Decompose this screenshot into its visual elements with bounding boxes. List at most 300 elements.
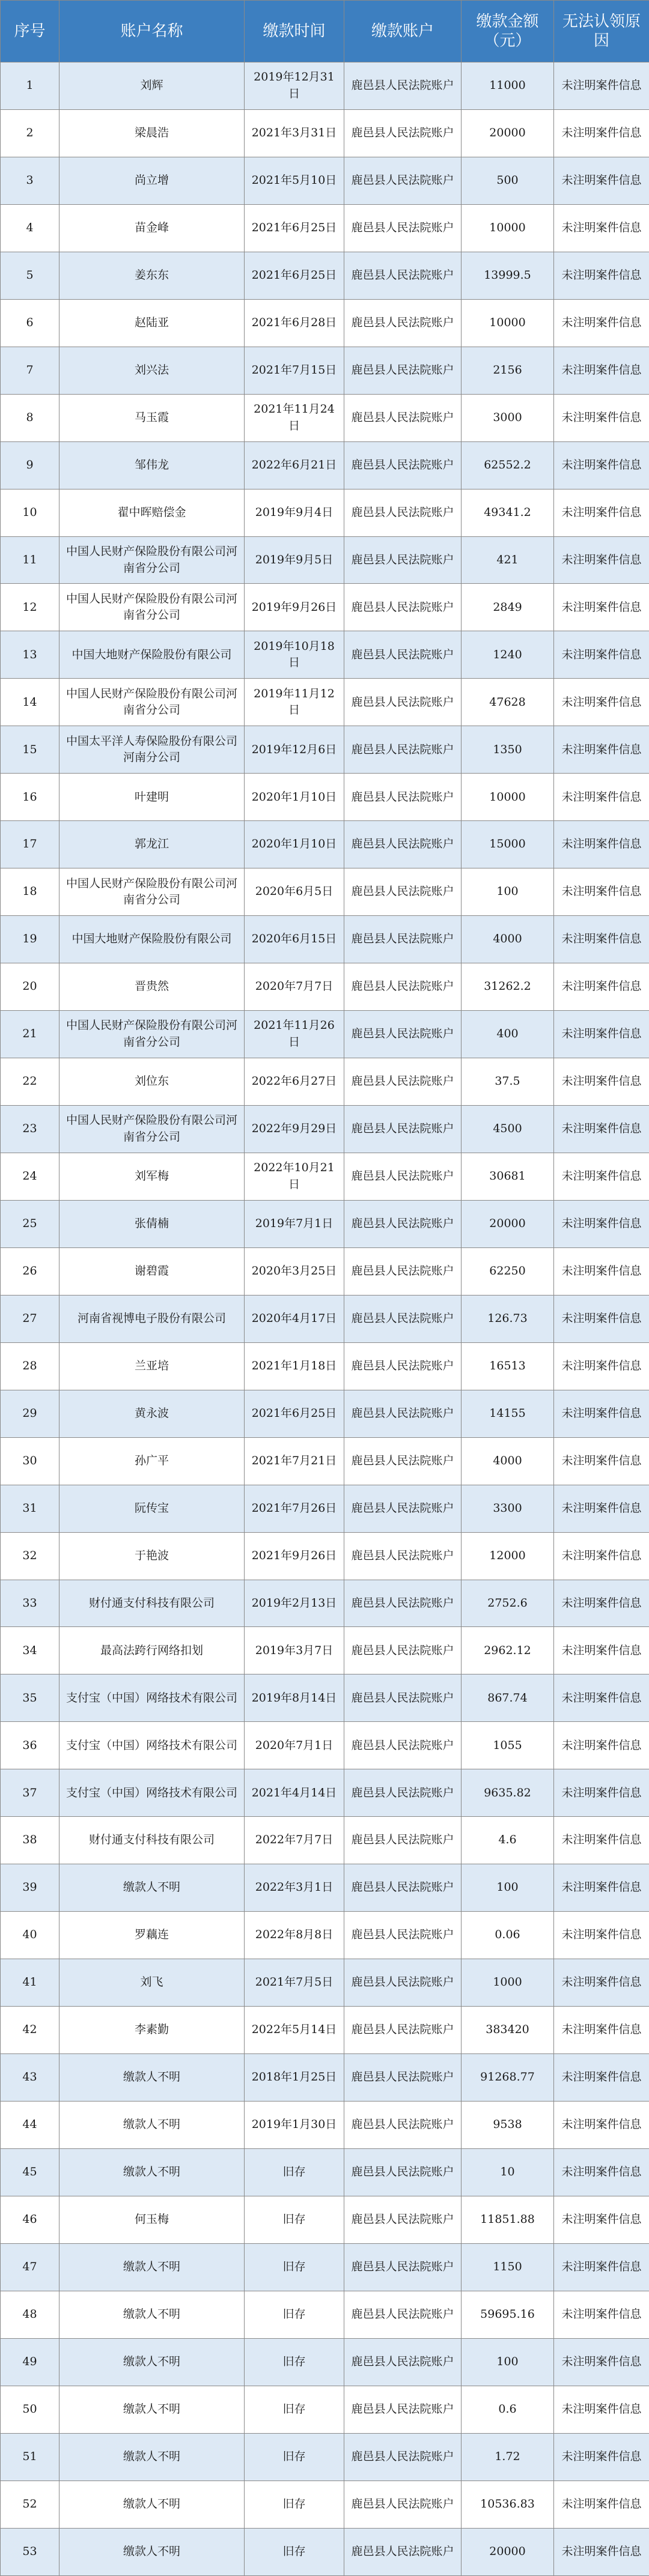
- cell-account-name: 缴款人不明: [59, 2433, 245, 2481]
- cell-payment-account: 鹿邑县人民法院账户: [344, 299, 462, 347]
- cell-account-name: 缴款人不明: [59, 1864, 245, 1912]
- cell-amount: 30681: [462, 1153, 554, 1200]
- cell-reason: 未注明案件信息: [554, 347, 649, 394]
- table-row: [1, 2243, 649, 2291]
- cell-account-name: 支付宝（中国）网络技术有限公司: [59, 1769, 245, 1817]
- cell-account-name: 中国人民财产保险股份有限公司河南省分公司: [59, 1011, 245, 1058]
- cell-index: 51: [1, 2433, 59, 2481]
- cell-account-name: 支付宝（中国）网络技术有限公司: [59, 1674, 245, 1722]
- cell-payment-account: 鹿邑县人民法院账户: [344, 774, 462, 821]
- cell-account-name: 尚立增: [59, 157, 245, 204]
- cell-reason: 未注明案件信息: [554, 1769, 649, 1817]
- cell-index: 10: [1, 489, 59, 536]
- cell-payment-time: 2021年7月5日: [245, 1959, 344, 2007]
- cell-payment-account: 鹿邑县人民法院账户: [344, 2528, 462, 2575]
- cell-index: 26: [1, 1247, 59, 1295]
- cell-amount: 31262.2: [462, 963, 554, 1011]
- cell-amount: 1.72: [462, 2433, 554, 2481]
- cell-amount: 3000: [462, 394, 554, 441]
- cell-payment-account: 鹿邑县人民法院账户: [344, 204, 462, 252]
- cell-account-name: 郭龙江: [59, 821, 245, 868]
- table-row: [1, 299, 649, 347]
- table-row: [1, 2007, 649, 2054]
- cell-payment-time: 2021年7月15日: [245, 347, 344, 394]
- table-row: [1, 536, 649, 584]
- cell-reason: 未注明案件信息: [554, 1437, 649, 1485]
- cell-index: 48: [1, 2291, 59, 2338]
- cell-payment-account: 鹿邑县人民法院账户: [344, 1247, 462, 1295]
- table-row: [1, 2291, 649, 2338]
- cell-payment-time: 2020年4月17日: [245, 1295, 344, 1342]
- cell-amount: 126.73: [462, 1295, 554, 1342]
- cell-account-name: 缴款人不明: [59, 2054, 245, 2102]
- cell-index: 5: [1, 252, 59, 299]
- cell-payment-time: 2019年7月1日: [245, 1200, 344, 1247]
- table-row: [1, 1247, 649, 1295]
- cell-reason: 未注明案件信息: [554, 394, 649, 441]
- header-index: 序号: [1, 1, 59, 62]
- cell-payment-account: 鹿邑县人民法院账户: [344, 536, 462, 584]
- cell-reason: 未注明案件信息: [554, 1295, 649, 1342]
- cell-reason: 未注明案件信息: [554, 1105, 649, 1153]
- cell-payment-time: 2022年10月21日: [245, 1153, 344, 1200]
- cell-payment-time: 2020年1月10日: [245, 774, 344, 821]
- cell-payment-account: 鹿邑县人民法院账户: [344, 1580, 462, 1627]
- cell-payment-time: 2021年11月24日: [245, 394, 344, 441]
- cell-reason: 未注明案件信息: [554, 252, 649, 299]
- cell-amount: 14155: [462, 1390, 554, 1437]
- cell-payment-time: 旧存: [245, 2243, 344, 2291]
- cell-index: 3: [1, 157, 59, 204]
- cell-account-name: 河南省视博电子股份有限公司: [59, 1295, 245, 1342]
- cell-amount: 15000: [462, 821, 554, 868]
- cell-payment-time: 2019年11月12日: [245, 679, 344, 726]
- table-row: [1, 2481, 649, 2528]
- table-row: [1, 394, 649, 441]
- table-row: [1, 1437, 649, 1485]
- cell-account-name: 缴款人不明: [59, 2291, 245, 2338]
- cell-payment-account: 鹿邑县人民法院账户: [344, 1532, 462, 1580]
- cell-payment-account: 鹿邑县人民法院账户: [344, 1437, 462, 1485]
- cell-account-name: 缴款人不明: [59, 2386, 245, 2433]
- cell-amount: 3300: [462, 1485, 554, 1532]
- cell-payment-time: 旧存: [245, 2148, 344, 2196]
- cell-payment-time: 旧存: [245, 2196, 344, 2243]
- cell-payment-account: 鹿邑县人民法院账户: [344, 1864, 462, 1912]
- cell-payment-time: 2019年8月14日: [245, 1674, 344, 1722]
- table-row: [1, 109, 649, 157]
- cell-index: 43: [1, 2054, 59, 2102]
- cell-reason: 未注明案件信息: [554, 204, 649, 252]
- cell-reason: 未注明案件信息: [554, 1627, 649, 1674]
- cell-index: 44: [1, 2101, 59, 2148]
- cell-payment-account: 鹿邑县人民法院账户: [344, 2291, 462, 2338]
- table-row: [1, 774, 649, 821]
- header-payment-time: 缴款时间: [245, 1, 344, 62]
- cell-index: 33: [1, 1580, 59, 1627]
- table-row: [1, 1342, 649, 1390]
- cell-reason: 未注明案件信息: [554, 2528, 649, 2575]
- cell-amount: 10000: [462, 299, 554, 347]
- cell-index: 37: [1, 1769, 59, 1817]
- cell-account-name: 何玉梅: [59, 2196, 245, 2243]
- cell-amount: 1055: [462, 1722, 554, 1769]
- table-row: [1, 821, 649, 868]
- cell-account-name: 赵陆亚: [59, 299, 245, 347]
- cell-account-name: 张倩楠: [59, 1200, 245, 1247]
- table-row: [1, 489, 649, 536]
- table-row: [1, 2338, 649, 2386]
- cell-payment-account: 鹿邑县人民法院账户: [344, 1153, 462, 1200]
- cell-payment-account: 鹿邑县人民法院账户: [344, 2386, 462, 2433]
- cell-payment-account: 鹿邑县人民法院账户: [344, 1058, 462, 1106]
- cell-amount: 13999.5: [462, 252, 554, 299]
- table-row: [1, 1864, 649, 1912]
- table-row: [1, 679, 649, 726]
- cell-account-name: 晋贵然: [59, 963, 245, 1011]
- table-body: [1, 62, 649, 2576]
- cell-reason: 未注明案件信息: [554, 868, 649, 916]
- cell-payment-time: 2020年6月5日: [245, 868, 344, 916]
- cell-payment-time: 2019年3月7日: [245, 1627, 344, 1674]
- table-row: [1, 157, 649, 204]
- cell-payment-time: 2021年5月10日: [245, 157, 344, 204]
- cell-account-name: 刘飞: [59, 1959, 245, 2007]
- table-row: [1, 1200, 649, 1247]
- table-row: [1, 347, 649, 394]
- cell-payment-time: 旧存: [245, 2386, 344, 2433]
- cell-amount: 2849: [462, 584, 554, 631]
- cell-account-name: 苗金峰: [59, 204, 245, 252]
- cell-payment-time: 2022年7月7日: [245, 1817, 344, 1864]
- cell-account-name: 刘军梅: [59, 1153, 245, 1200]
- cell-payment-account: 鹿邑县人民法院账户: [344, 916, 462, 963]
- cell-amount: 100: [462, 2338, 554, 2386]
- cell-payment-account: 鹿邑县人民法院账户: [344, 1485, 462, 1532]
- cell-payment-account: 鹿邑县人民法院账户: [344, 726, 462, 774]
- cell-account-name: 缴款人不明: [59, 2101, 245, 2148]
- table-row: [1, 584, 649, 631]
- cell-payment-account: 鹿邑县人民法院账户: [344, 2054, 462, 2102]
- table-row: [1, 2148, 649, 2196]
- cell-amount: 400: [462, 1011, 554, 1058]
- cell-payment-account: 鹿邑县人民法院账户: [344, 631, 462, 679]
- cell-index: 42: [1, 2007, 59, 2054]
- cell-payment-time: 2022年5月14日: [245, 2007, 344, 2054]
- cell-index: 50: [1, 2386, 59, 2433]
- table-row: [1, 1485, 649, 1532]
- cell-reason: 未注明案件信息: [554, 821, 649, 868]
- cell-index: 32: [1, 1532, 59, 1580]
- cell-amount: 11851.88: [462, 2196, 554, 2243]
- cell-index: 40: [1, 1912, 59, 1959]
- cell-index: 52: [1, 2481, 59, 2528]
- table-row: [1, 1153, 649, 1200]
- cell-account-name: 财付通支付科技有限公司: [59, 1817, 245, 1864]
- table-row: [1, 441, 649, 489]
- cell-payment-time: 2021年1月18日: [245, 1342, 344, 1390]
- cell-payment-time: 2021年7月21日: [245, 1437, 344, 1485]
- cell-amount: 0.06: [462, 1912, 554, 1959]
- cell-reason: 未注明案件信息: [554, 2148, 649, 2196]
- table-row: [1, 2054, 649, 2102]
- cell-payment-account: 鹿邑县人民法院账户: [344, 1295, 462, 1342]
- cell-amount: 1240: [462, 631, 554, 679]
- table-row: [1, 1674, 649, 1722]
- cell-reason: 未注明案件信息: [554, 2481, 649, 2528]
- cell-index: 21: [1, 1011, 59, 1058]
- cell-payment-account: 鹿邑县人民法院账户: [344, 2481, 462, 2528]
- cell-index: 29: [1, 1390, 59, 1437]
- cell-account-name: 谢碧霞: [59, 1247, 245, 1295]
- cell-account-name: 刘兴法: [59, 347, 245, 394]
- table-row: [1, 2101, 649, 2148]
- cell-amount: 10: [462, 2148, 554, 2196]
- cell-payment-account: 鹿邑县人民法院账户: [344, 2101, 462, 2148]
- cell-index: 1: [1, 62, 59, 110]
- cell-index: 20: [1, 963, 59, 1011]
- cell-reason: 未注明案件信息: [554, 62, 649, 110]
- cell-payment-account: 鹿邑县人民法院账户: [344, 2433, 462, 2481]
- cell-index: 16: [1, 774, 59, 821]
- cell-payment-time: 2022年6月27日: [245, 1058, 344, 1106]
- cell-payment-account: 鹿邑县人民法院账户: [344, 252, 462, 299]
- cell-amount: 49341.2: [462, 489, 554, 536]
- cell-reason: 未注明案件信息: [554, 2433, 649, 2481]
- cell-account-name: 刘位东: [59, 1058, 245, 1106]
- table-row: [1, 1532, 649, 1580]
- cell-reason: 未注明案件信息: [554, 1342, 649, 1390]
- cell-payment-time: 2019年12月31日: [245, 62, 344, 110]
- table-header: [1, 1, 649, 62]
- cell-index: 23: [1, 1105, 59, 1153]
- cell-payment-account: 鹿邑县人民法院账户: [344, 1769, 462, 1817]
- cell-amount: 37.5: [462, 1058, 554, 1106]
- cell-payment-time: 2018年1月25日: [245, 2054, 344, 2102]
- cell-account-name: 中国人民财产保险股份有限公司河南省分公司: [59, 1105, 245, 1153]
- cell-payment-account: 鹿邑县人民法院账户: [344, 1912, 462, 1959]
- cell-payment-time: 旧存: [245, 2433, 344, 2481]
- cell-payment-time: 2021年6月25日: [245, 1390, 344, 1437]
- cell-index: 8: [1, 394, 59, 441]
- cell-index: 7: [1, 347, 59, 394]
- header-reason: 无法认领原因: [554, 1, 649, 62]
- cell-index: 17: [1, 821, 59, 868]
- cell-account-name: 孙广平: [59, 1437, 245, 1485]
- cell-reason: 未注明案件信息: [554, 1674, 649, 1722]
- cell-payment-time: 2022年8月8日: [245, 1912, 344, 1959]
- table-row: [1, 631, 649, 679]
- cell-payment-account: 鹿邑县人民法院账户: [344, 1342, 462, 1390]
- cell-account-name: 中国人民财产保险股份有限公司河南省分公司: [59, 536, 245, 584]
- table-row: [1, 1722, 649, 1769]
- cell-index: 36: [1, 1722, 59, 1769]
- cell-payment-time: 2019年12月6日: [245, 726, 344, 774]
- table-row: [1, 1769, 649, 1817]
- cell-payment-account: 鹿邑县人民法院账户: [344, 489, 462, 536]
- cell-reason: 未注明案件信息: [554, 584, 649, 631]
- cell-account-name: 兰亚培: [59, 1342, 245, 1390]
- cell-amount: 2156: [462, 347, 554, 394]
- cell-amount: 4000: [462, 916, 554, 963]
- cell-amount: 0.6: [462, 2386, 554, 2433]
- cell-payment-account: 鹿邑县人民法院账户: [344, 963, 462, 1011]
- cell-account-name: 邹伟龙: [59, 441, 245, 489]
- cell-account-name: 缴款人不明: [59, 2148, 245, 2196]
- cell-amount: 20000: [462, 2528, 554, 2575]
- cell-payment-time: 2019年9月5日: [245, 536, 344, 584]
- cell-reason: 未注明案件信息: [554, 1200, 649, 1247]
- cell-reason: 未注明案件信息: [554, 1864, 649, 1912]
- cell-reason: 未注明案件信息: [554, 1485, 649, 1532]
- cell-reason: 未注明案件信息: [554, 2291, 649, 2338]
- cell-payment-account: 鹿邑县人民法院账户: [344, 1200, 462, 1247]
- cell-account-name: 缴款人不明: [59, 2338, 245, 2386]
- table-row: [1, 916, 649, 963]
- cell-index: 9: [1, 441, 59, 489]
- cell-index: 46: [1, 2196, 59, 2243]
- cell-amount: 16513: [462, 1342, 554, 1390]
- table-row: [1, 1627, 649, 1674]
- cell-payment-time: 旧存: [245, 2291, 344, 2338]
- cell-index: 30: [1, 1437, 59, 1485]
- cell-payment-time: 2019年9月26日: [245, 584, 344, 631]
- cell-payment-time: 2019年10月18日: [245, 631, 344, 679]
- cell-index: 39: [1, 1864, 59, 1912]
- cell-amount: 62250: [462, 1247, 554, 1295]
- cell-reason: 未注明案件信息: [554, 2338, 649, 2386]
- table-row: [1, 1011, 649, 1058]
- cell-reason: 未注明案件信息: [554, 1390, 649, 1437]
- cell-account-name: 李素勤: [59, 2007, 245, 2054]
- cell-index: 6: [1, 299, 59, 347]
- cell-index: 38: [1, 1817, 59, 1864]
- cell-payment-account: 鹿邑县人民法院账户: [344, 1674, 462, 1722]
- cell-account-name: 最高法跨行网络扣划: [59, 1627, 245, 1674]
- cell-index: 53: [1, 2528, 59, 2575]
- cell-payment-time: 2020年6月15日: [245, 916, 344, 963]
- cell-amount: 10000: [462, 774, 554, 821]
- cell-payment-account: 鹿邑县人民法院账户: [344, 157, 462, 204]
- cell-index: 12: [1, 584, 59, 631]
- cell-amount: 2962.12: [462, 1627, 554, 1674]
- cell-payment-account: 鹿邑县人民法院账户: [344, 441, 462, 489]
- cell-index: 25: [1, 1200, 59, 1247]
- cell-payment-time: 旧存: [245, 2528, 344, 2575]
- cell-amount: 47628: [462, 679, 554, 726]
- cell-account-name: 中国太平洋人寿保险股份有限公司河南分公司: [59, 726, 245, 774]
- cell-index: 15: [1, 726, 59, 774]
- cell-account-name: 黄永波: [59, 1390, 245, 1437]
- cell-payment-time: 2020年7月1日: [245, 1722, 344, 1769]
- cell-reason: 未注明案件信息: [554, 157, 649, 204]
- table-row: [1, 726, 649, 774]
- cell-payment-time: 2021年3月31日: [245, 109, 344, 157]
- cell-amount: 4000: [462, 1437, 554, 1485]
- table-row: [1, 1390, 649, 1437]
- cell-index: 35: [1, 1674, 59, 1722]
- cell-payment-account: 鹿邑县人民法院账户: [344, 2243, 462, 2291]
- cell-index: 18: [1, 868, 59, 916]
- cell-payment-time: 2019年9月4日: [245, 489, 344, 536]
- cell-payment-time: 2021年7月26日: [245, 1485, 344, 1532]
- cell-index: 24: [1, 1153, 59, 1200]
- cell-amount: 4500: [462, 1105, 554, 1153]
- cell-reason: 未注明案件信息: [554, 1532, 649, 1580]
- cell-account-name: 罗藕连: [59, 1912, 245, 1959]
- cell-amount: 10536.83: [462, 2481, 554, 2528]
- cell-amount: 500: [462, 157, 554, 204]
- cell-reason: 未注明案件信息: [554, 2386, 649, 2433]
- cell-amount: 9635.82: [462, 1769, 554, 1817]
- cell-payment-account: 鹿邑县人民法院账户: [344, 394, 462, 441]
- cell-account-name: 缴款人不明: [59, 2243, 245, 2291]
- cell-reason: 未注明案件信息: [554, 1058, 649, 1106]
- cell-amount: 421: [462, 536, 554, 584]
- cell-index: 27: [1, 1295, 59, 1342]
- cell-payment-account: 鹿邑县人民法院账户: [344, 347, 462, 394]
- table-row: [1, 1959, 649, 2007]
- table-row: [1, 1295, 649, 1342]
- cell-account-name: 刘辉: [59, 62, 245, 110]
- cell-index: 22: [1, 1058, 59, 1106]
- cell-reason: 未注明案件信息: [554, 679, 649, 726]
- cell-payment-account: 鹿邑县人民法院账户: [344, 821, 462, 868]
- header-payment-account: 缴款账户: [344, 1, 462, 62]
- cell-amount: 62552.2: [462, 441, 554, 489]
- table-row: [1, 1912, 649, 1959]
- cell-reason: 未注明案件信息: [554, 2101, 649, 2148]
- cell-account-name: 梁晨浩: [59, 109, 245, 157]
- cell-amount: 4.6: [462, 1817, 554, 1864]
- cell-payment-time: 2021年6月25日: [245, 252, 344, 299]
- cell-payment-time: 旧存: [245, 2338, 344, 2386]
- cell-index: 19: [1, 916, 59, 963]
- table-row: [1, 204, 649, 252]
- cell-payment-account: 鹿邑县人民法院账户: [344, 2338, 462, 2386]
- table-row: [1, 252, 649, 299]
- cell-reason: 未注明案件信息: [554, 536, 649, 584]
- table-row: [1, 2386, 649, 2433]
- table-row: [1, 1105, 649, 1153]
- cell-account-name: 中国大地财产保险股份有限公司: [59, 916, 245, 963]
- cell-index: 34: [1, 1627, 59, 1674]
- header-row: [1, 1, 649, 62]
- cell-payment-account: 鹿邑县人民法院账户: [344, 1390, 462, 1437]
- cell-payment-time: 2019年1月30日: [245, 2101, 344, 2148]
- cell-payment-account: 鹿邑县人民法院账户: [344, 1011, 462, 1058]
- cell-reason: 未注明案件信息: [554, 1817, 649, 1864]
- cell-amount: 12000: [462, 1532, 554, 1580]
- cell-payment-time: 2022年3月1日: [245, 1864, 344, 1912]
- cell-index: 49: [1, 2338, 59, 2386]
- cell-account-name: 缴款人不明: [59, 2528, 245, 2575]
- cell-amount: 383420: [462, 2007, 554, 2054]
- cell-amount: 1150: [462, 2243, 554, 2291]
- cell-reason: 未注明案件信息: [554, 299, 649, 347]
- cell-index: 11: [1, 536, 59, 584]
- cell-amount: 1000: [462, 1959, 554, 2007]
- cell-payment-time: 2021年4月14日: [245, 1769, 344, 1817]
- cell-amount: 11000: [462, 62, 554, 110]
- cell-account-name: 支付宝（中国）网络技术有限公司: [59, 1722, 245, 1769]
- cell-amount: 100: [462, 1864, 554, 1912]
- cell-reason: 未注明案件信息: [554, 1011, 649, 1058]
- cell-index: 14: [1, 679, 59, 726]
- cell-reason: 未注明案件信息: [554, 489, 649, 536]
- cell-reason: 未注明案件信息: [554, 1912, 649, 1959]
- table-row: [1, 868, 649, 916]
